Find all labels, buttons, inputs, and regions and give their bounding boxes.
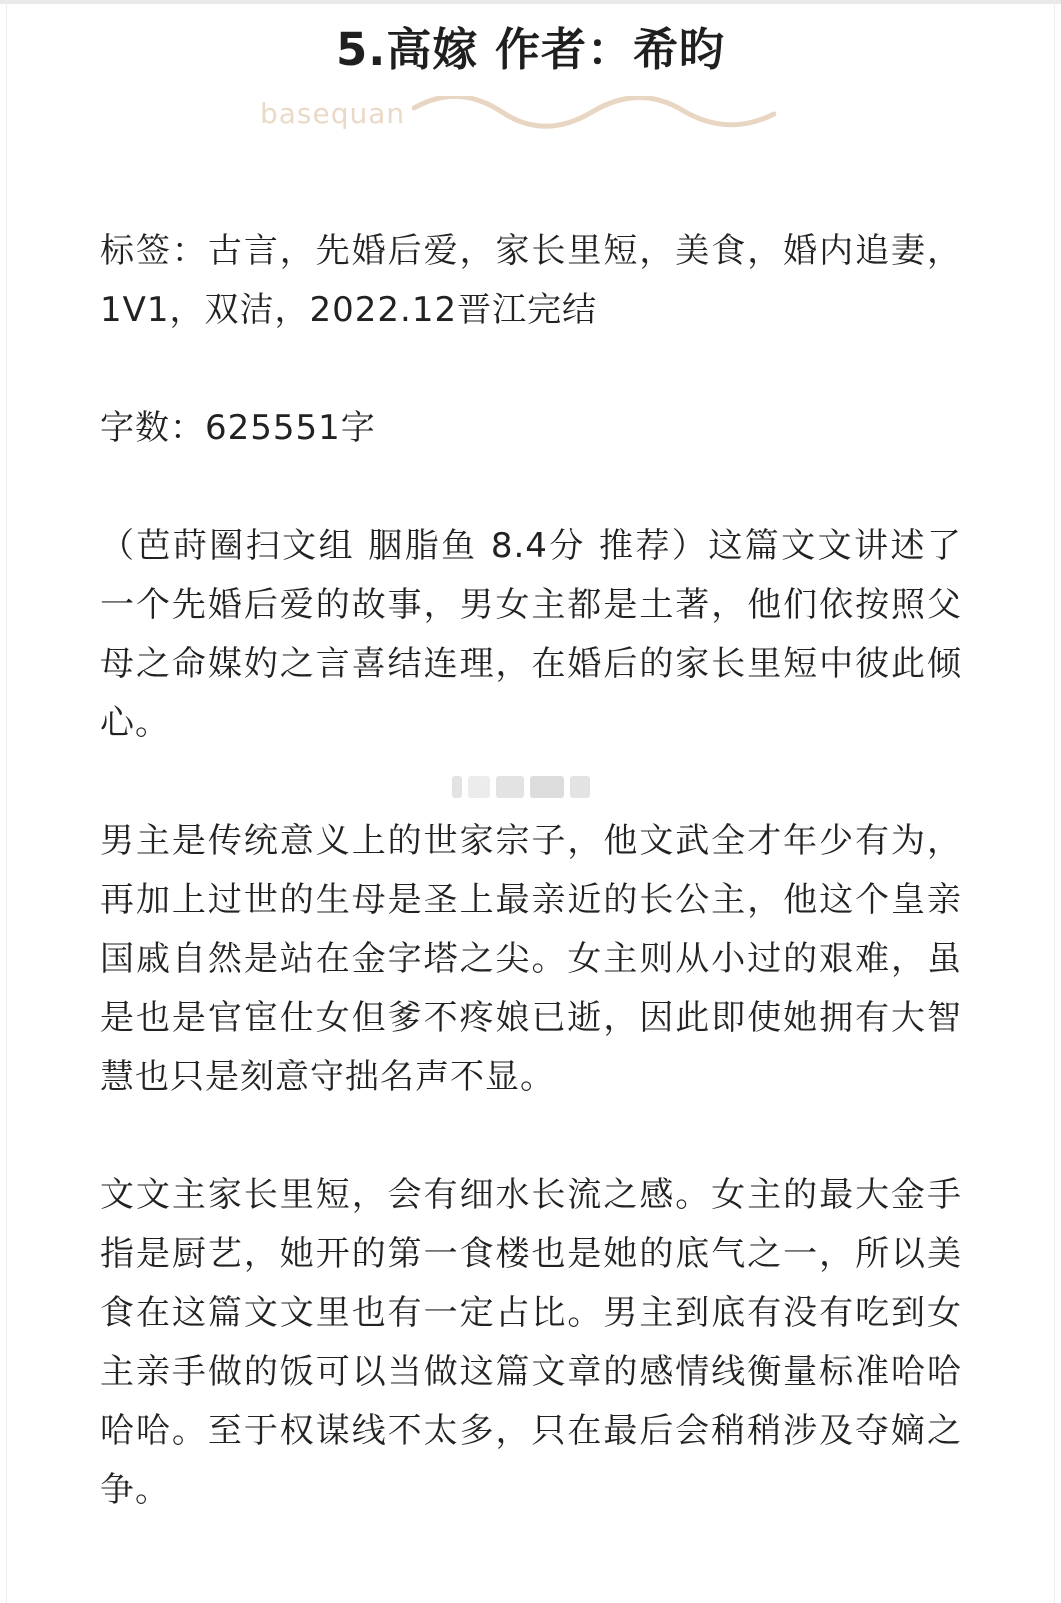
tags-text: 标签：古言，先婚后爱，家长里短，美食，婚内追妻，1V1，双洁，2022.12晋江完结 bbox=[100, 231, 962, 330]
redacted-mark bbox=[452, 773, 602, 801]
left-border bbox=[6, 0, 7, 1603]
paragraph-characters: 男主是传统意义上的世家宗子，他文武全才年少有为，再加上过世的生母是圣上最亲近的长公主，他这个皇亲国戚自然是站在金字塔之尖。女主则从小过的艰难，虽是也是官宦仕女但爹不疼娘已逝，因此即使她拥有大智慧也只是刻意守拙名声不显。 bbox=[100, 821, 962, 1097]
paragraph-plot: 文文主家长里短，会有细水长流之感。女主的最大金手指是厨艺，她开的第一食楼也是她的底气之一，所以美食在这篇文文里也有一定占比。男主到底有没有吃到女主亲手做的饭可以当做这篇文章的感情线衡量标准哈哈哈哈。至于权谋线不太多，只在最后会稍稍涉及夺嫡之争。 bbox=[100, 1175, 962, 1510]
article-body bbox=[100, 222, 962, 1520]
paragraph-intro: （芭莳圈扫文组 胭脂鱼 8.4分 推荐）这篇文文讲述了一个先婚后爱的故事，男女主都是土著，他们依按照父母之命媒妁之言喜结连理，在婚后的家长里短中彼此倾心。 bbox=[100, 526, 962, 743]
word-count-text: 字数：625551字 bbox=[100, 408, 376, 448]
right-border bbox=[1054, 0, 1055, 1603]
top-border bbox=[0, 0, 1061, 4]
wave-divider-icon bbox=[412, 96, 776, 130]
article-title: 5.高嫁 作者：希昀 bbox=[335, 23, 726, 76]
watermark-text: basequan bbox=[260, 97, 406, 130]
